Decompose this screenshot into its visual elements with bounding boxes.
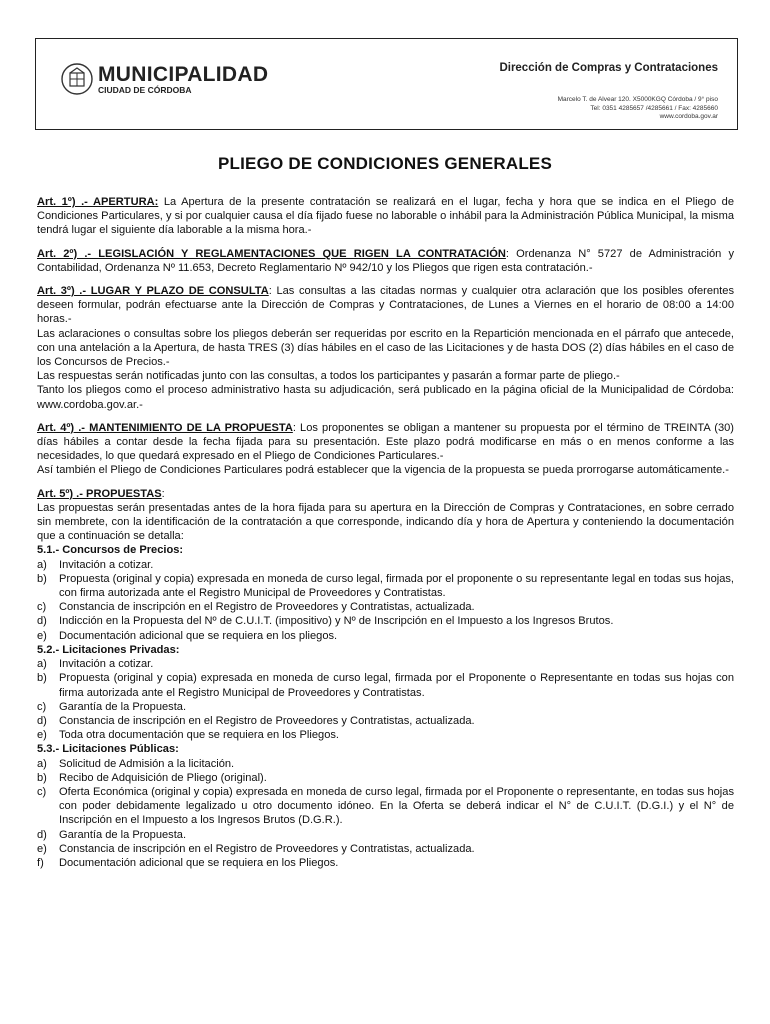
item-letter: c) xyxy=(37,785,47,798)
paragraph: Tanto los pliegos como el proceso administrativo hasta su adjudicación, será publicado en la página oficial de la Municipalidad de Córdoba: www.cordoba.gov.ar.- xyxy=(37,384,734,411)
item-text: Invitación a cotizar. xyxy=(59,558,154,571)
list-item xyxy=(37,671,734,699)
item-text: Recibo de Adquisición de Pliego (original). xyxy=(59,771,267,784)
list-item xyxy=(37,614,734,628)
list-item xyxy=(37,657,734,671)
item-text: Garantía de la Propuesta. xyxy=(59,828,187,841)
list-item xyxy=(37,785,734,828)
page-title: PLIEGO DE CONDICIONES GENERALES xyxy=(218,154,552,173)
department-name: Dirección de Compras y Contrataciones xyxy=(499,62,718,74)
item-text: Invitación a cotizar. xyxy=(59,658,154,671)
item-text: Oferta Económica (original y copia) expresada en moneda de curso legal, firmada por el Proponente o representante, en todas sus hojas con poder debidamente legalizado u otro documento idóneo. En la Oferta se deberá indicar el N° de C.U.I.T. (D.G.I.) y el N° de Inscripción en el Impuesto a los Ingresos Brutos (D.G.R.). xyxy=(59,785,734,827)
list-item xyxy=(37,600,734,614)
item-text: Documentación adicional que se requiera en los Pliegos. xyxy=(59,856,339,869)
list-item xyxy=(37,842,734,856)
paragraph: Así también el Pliego de Condiciones Particulares podrá establecer que la vigencia de la propuesta se pueda prorrogarse automáticamente.- xyxy=(37,464,729,477)
item-text: Toda otra documentación que se requiera en los Pliegos. xyxy=(59,729,339,742)
item-letter: b) xyxy=(37,771,47,784)
logo-title: MUNICIPALIDAD xyxy=(98,62,269,86)
article-text: : Los proponentes se obligan a mantener su propuesta por el término de TREINTA (30) días hábiles a contar desde la fecha fijada para su presentación. Este plazo podrá modificarse en más o en menos conforme a las necesidades, lo que quedará expresado en el Pliego de Condiciones Particulares.- xyxy=(37,421,734,463)
phone-line: Tel: 0351 4285657 /4285661 / Fax: 4285660 xyxy=(590,104,718,112)
list-item xyxy=(37,728,734,742)
item-letter: e) xyxy=(37,842,47,855)
list-5-1 xyxy=(37,558,734,643)
paragraph: Las aclaraciones o consultas sobre los pliegos deberán ser requeridas por escrito en la Repartición mencionada en el párrafo que antecede, con una antelación a la Apertura, de hasta TRES (3) días hábiles en el caso de las Licitaciones y de hasta DOS (2) días hábiles en el caso de los Concursos de Precios.- xyxy=(37,327,734,369)
article-1 xyxy=(37,195,734,238)
item-letter: a) xyxy=(37,658,47,671)
item-letter: b) xyxy=(37,572,47,585)
list-item xyxy=(37,828,734,842)
item-letter: c) xyxy=(37,700,47,713)
item-letter: e) xyxy=(37,629,47,642)
list-item xyxy=(37,558,734,572)
list-item xyxy=(37,714,734,728)
item-letter: a) xyxy=(37,757,47,770)
item-letter: e) xyxy=(37,729,47,742)
paragraph: Las propuestas serán presentadas antes de la hora fijada para su apertura en la Dirección de Compras y Contrataciones, en sobre cerrado sin membrete, con la identificación de la contratación a que corresponde, indicando día y hora de Apertura y conteniendo la documentación que a continuación se detalla: xyxy=(37,501,734,543)
list-5-2 xyxy=(37,657,734,742)
item-letter: f) xyxy=(37,856,44,869)
item-letter: c) xyxy=(37,601,47,614)
item-letter: d) xyxy=(37,615,47,628)
item-letter: d) xyxy=(37,714,47,727)
article-heading: Art. 3º) .- LUGAR Y PLAZO DE CONSULTA xyxy=(37,285,269,298)
item-letter: d) xyxy=(37,828,47,841)
municipality-logo xyxy=(60,62,268,96)
paragraph: Las respuestas serán notificadas junto con las consultas, a todos los participantes y pasarán a formar parte de pliego.- xyxy=(37,370,620,383)
article-text: La Apertura de la presente contratación se realizará en el lugar, fecha y hora que se indica en el Pliego de Condiciones Particulares, y si por cualquier causa el día fijado fuese no laborable o inhábil para la Administración Pública Municipal, la misma tendrá lugar el siguiente día laborable a la misma hora.- xyxy=(37,196,734,237)
article-3 xyxy=(37,284,734,327)
item-text: Garantía de la Propuesta. xyxy=(59,700,187,713)
item-text: Constancia de inscripción en el Registro de Proveedores y Contratistas, actualizada. xyxy=(59,842,475,855)
section-title: 5.3.- Licitaciones Públicas: xyxy=(37,743,179,756)
article-text: : Las consultas a las citadas normas y cualquier otra aclaración que los posibles oferentes deseen formular, podrán efectuarse ante la Dirección de Compras y Contrataciones, de Lunes a Viernes en el horario de 08:00 a 14:00 horas.- xyxy=(37,285,734,326)
item-text: Constancia de inscripción en el Registro de Proveedores y Contratistas, actualizada. xyxy=(59,714,475,727)
article-4 xyxy=(37,421,734,464)
list-item xyxy=(37,572,734,600)
article-heading: Art. 1º) .- APERTURA: xyxy=(37,196,159,208)
article-text: : xyxy=(161,487,165,500)
city-seal-icon xyxy=(60,62,94,96)
list-item xyxy=(37,757,734,771)
document-body xyxy=(37,195,734,870)
address-line: Marcelo T. de Alvear 120. X5000KGQ Córdoba / 9° piso xyxy=(557,96,718,103)
item-letter: a) xyxy=(37,558,47,571)
article-text: : Ordenanza N° 5727 de Administración y Contabilidad, Ordenanza Nº 11.653, Decreto Reglamentario Nº 942/10 y los Pliegos que rigen esta contratación.- xyxy=(37,247,734,274)
article-5 xyxy=(37,487,734,501)
list-item xyxy=(37,771,734,785)
department-address xyxy=(558,96,718,122)
item-text: Documentación adicional que se requiera en los pliegos. xyxy=(59,629,338,642)
item-letter: b) xyxy=(37,672,47,685)
list-item xyxy=(37,629,734,643)
article-heading: Art. 5º) .- PROPUESTAS xyxy=(37,487,162,500)
logo-subtitle: CIUDAD DE CÓRDOBA xyxy=(98,84,192,95)
list-5-3 xyxy=(37,757,734,871)
website-line: www.cordoba.gov.ar xyxy=(659,113,718,120)
list-item xyxy=(37,856,734,870)
article-2 xyxy=(37,247,734,275)
item-text: Constancia de inscripción en el Registro de Proveedores y Contratistas, actualizada. xyxy=(59,601,475,614)
item-text: Indicción en la Propuesta del Nº de C.U.I.T. (impositivo) y Nº de Inscripción en el Impuesto a los Ingresos Brutos. xyxy=(59,615,614,628)
section-title: 5.1.- Concursos de Precios: xyxy=(37,544,184,557)
section-title: 5.2.- Licitaciones Privadas: xyxy=(37,643,180,656)
article-heading: Art. 4º) .- MANTENIMIENTO DE LA PROPUESTA xyxy=(37,421,293,434)
item-text: Propuesta (original y copia) expresada en moneda de curso legal, firmada por el proponente o su representante legal en todas sus hojas, con firma autorizada ante el Registro Municipal de Proveedores y Contratistas. xyxy=(59,572,734,600)
article-heading: Art. 2º) .- LEGISLACIÓN Y REGLAMENTACIONES QUE RIGEN LA CONTRATACIÓN xyxy=(37,247,506,260)
list-item xyxy=(37,700,734,714)
item-text: Propuesta (original y copia) expresada en moneda de curso legal, firmada por el Proponente o Representante en todas sus hojas con firma autorizada ante el Registro Municipal de Proveedores y Contratistas. xyxy=(59,672,734,699)
item-text: Solicitud de Admisión a la licitación. xyxy=(59,757,235,770)
